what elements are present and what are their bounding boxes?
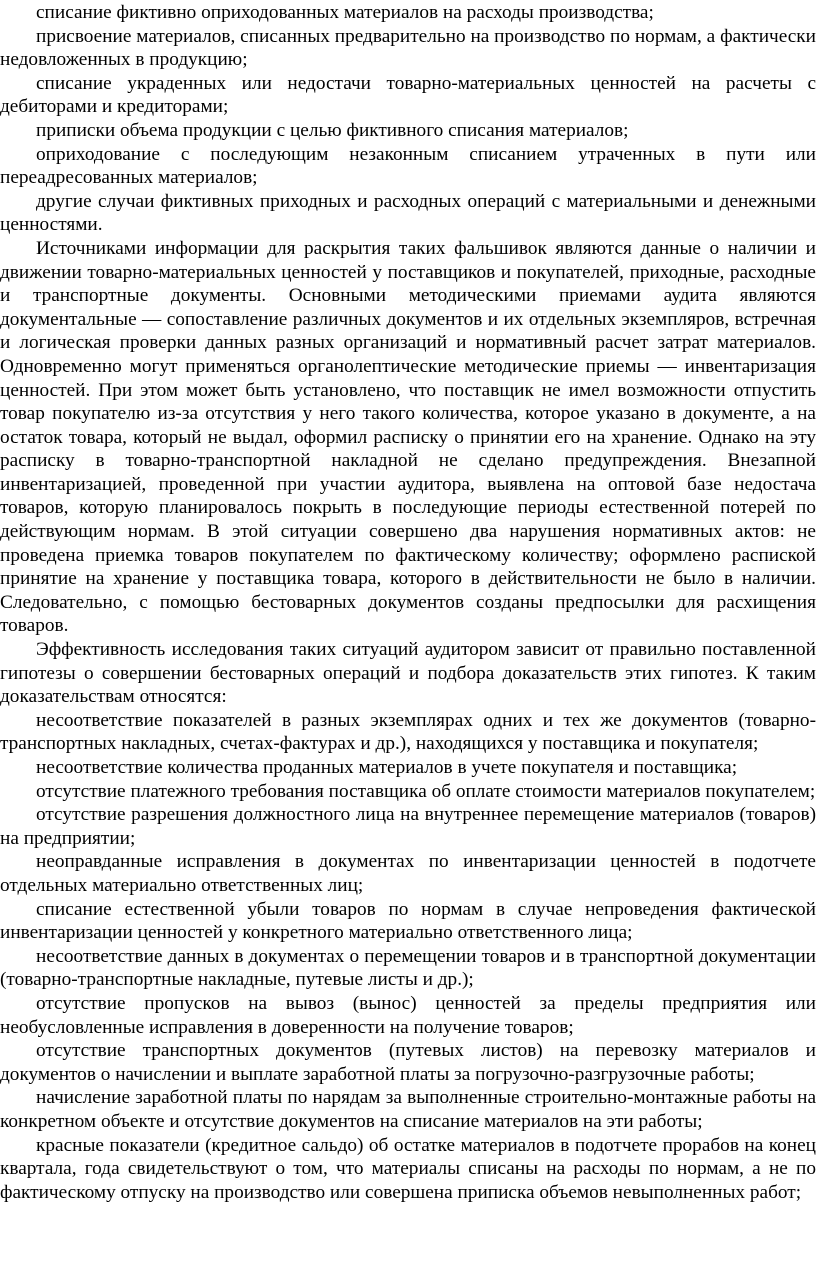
paragraph: неоправданные исправления в документах по инвентаризации ценностей в подотчете отдельных материально ответственных лиц; xyxy=(0,851,816,896)
paragraph: Источниками информации для раскрытия таких фальшивок являются данные о наличии и движении товарно-материальных ценностей у поставщиков и покупателей, приходные, расходные и транспортные документы. Основными методическими приемами аудита являются документальные — сопоставление различных документов и их отдельных экземпляров, встречная и логическая проверки данных разных организаций и нормативный расчет затрат материалов. Одновременно могут применяться органолептические методические приемы — инвентаризация ценностей. При этом может быть установлено, что поставщик не имел возможности отпустить товар покупателю из-за отсутствия у него такого количества, которое указано в документе, а на остаток товара, который не выдал, оформил расписку о принятии его на хранение. Однако на эту расписку в товарно-транспортной накладной не сделано предупреждения. Внезапной инвентаризацией, проведенной при участии аудитора, выявлена на оптовой базе недостача товаров, которую планировалось покрыть в последующие периоды естественной потерей по действующим нормам. В этой ситуации совершено два нарушения нормативных актов: не проведена приемка товаров покупателем по фактическому количеству; оформлено распиской принятие на хранение у поставщика товара, которого в действительности не было в наличии. Следовательно, с помощью бестоварных документов созданы предпосылки для расхищения товаров. xyxy=(0,237,816,637)
paragraph: красные показатели (кредитное сальдо) об остатке материалов в подотчете прорабов на конец квартала, года свидетельствуют о том, что материалы списаны на расходы по нормам, а не по фактическому отпуску на производство или совершена приписка объемов невыполненных работ; xyxy=(0,1134,816,1203)
paragraph: несоответствие данных в документах о перемещении товаров и в транспортной документации (товарно-транспортные накладные, путевые листы и др.); xyxy=(0,945,816,991)
paragraph: приписки объема продукции с целью фиктивного списания материалов; xyxy=(36,119,629,141)
paragraph: отсутствие транспортных документов (путевых листов) на перевозку материалов и документов о начислении и выплате заработной платы за погрузочно-разгрузочные работы; xyxy=(0,1040,816,1085)
paragraph: несоответствие показателей в разных экземплярах одних и тех же документов (товарно-транспортных накладных, счетах-фактурах и др.), находящихся у поставщика и покупателя; xyxy=(0,709,816,755)
paragraph: другие случаи фиктивных приходных и расходных операций с материальными и денежными ценностями. xyxy=(0,190,816,236)
paragraph: отсутствие пропусков на вывоз (вынос) ценностей за пределы предприятия или необусловленные исправления в доверенности на получение товаров; xyxy=(0,992,816,1038)
paragraph: Эффективность исследования таких ситуаций аудитором зависит от правильно поставленной гипотезы о совершении бестоварных операций и подбора доказательств этих гипотез. К таким доказательствам относятся: xyxy=(0,639,816,708)
paragraph: отсутствие разрешения должностного лица на внутреннее перемещение материалов (товаров) на предприятии; xyxy=(0,804,816,849)
paragraph: присвоение материалов, списанных предварительно на производство по нормам, а фактически недовложенных в продукцию; xyxy=(0,25,816,71)
paragraph: списание фиктивно оприходованных материалов на расходы производства; xyxy=(36,2,654,23)
paragraph: несоответствие количества проданных материалов в учете покупателя и поставщика; xyxy=(36,757,738,778)
paragraph: отсутствие платежного требования поставщика об оплате стоимости материалов покупателем; xyxy=(36,780,816,802)
paragraph: списание украденных или недостачи товарно-материальных ценностей на расчеты с дебиторами и кредиторами; xyxy=(0,72,816,118)
paragraph: оприходование с последующим незаконным списанием утраченных в пути или переадресованных материалов; xyxy=(0,143,816,189)
paragraph: списание естественной убыли товаров по нормам в случае непроведения фактической инвентаризации ценностей у конкретного материально ответственного лица; xyxy=(0,898,816,944)
paragraph: начисление заработной платы по нарядам за выполненные строительно-монтажные работы на конкретном объекте и отсутствие документов на списание материалов на эти работы; xyxy=(0,1087,816,1132)
